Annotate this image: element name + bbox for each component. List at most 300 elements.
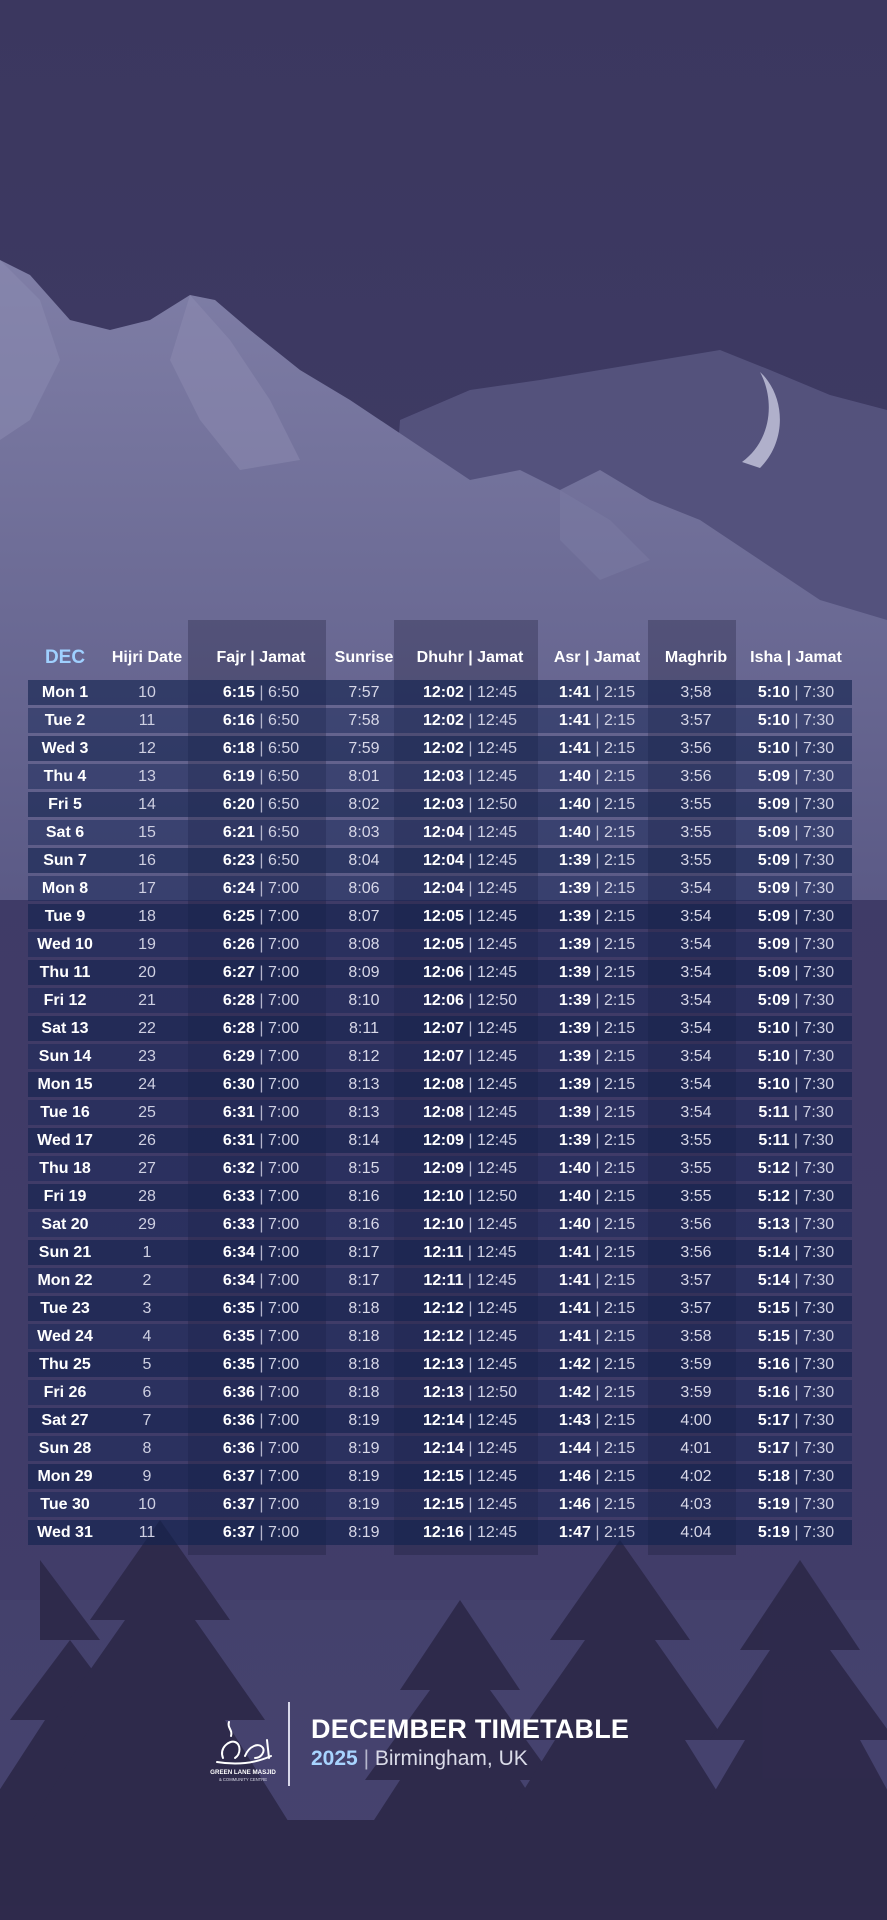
table-row bbox=[28, 1072, 852, 1097]
sunrise-cell: 8:14 bbox=[330, 1128, 398, 1153]
isha-time: 5:12 bbox=[757, 1159, 790, 1177]
dhuhr-time: 12:15 bbox=[422, 1495, 464, 1513]
asr-separator: | bbox=[590, 851, 604, 869]
table-row bbox=[28, 904, 852, 929]
fajr-separator: | bbox=[254, 1411, 268, 1429]
dhuhr-cell bbox=[398, 1100, 542, 1125]
hijri-cell: 29 bbox=[102, 1212, 192, 1237]
dhuhr-cell bbox=[398, 1268, 542, 1293]
isha-time: 5:10 bbox=[757, 711, 790, 729]
asr-cell bbox=[542, 680, 652, 705]
maghrib-cell: 3:54 bbox=[652, 932, 740, 957]
isha-time: 5:19 bbox=[757, 1523, 790, 1541]
asr-separator: | bbox=[590, 1355, 604, 1373]
hijri-cell: 17 bbox=[102, 876, 192, 901]
isha-cell bbox=[740, 680, 852, 705]
fajr-separator: | bbox=[254, 851, 268, 869]
asr-time: 1:39 bbox=[558, 1047, 591, 1065]
dhuhr-jamat: 12:45 bbox=[476, 1327, 517, 1345]
asr-cell bbox=[542, 988, 652, 1013]
isha-separator: | bbox=[789, 795, 803, 813]
isha-cell bbox=[740, 960, 852, 985]
maghrib-cell: 3:57 bbox=[652, 708, 740, 733]
asr-cell bbox=[542, 792, 652, 817]
isha-cell bbox=[740, 904, 852, 929]
isha-separator: | bbox=[789, 1495, 803, 1513]
day-cell: Sun 7 bbox=[28, 848, 102, 873]
fajr-time: 6:28 bbox=[222, 991, 255, 1009]
day-cell: Wed 10 bbox=[28, 932, 102, 957]
fajr-jamat: 7:00 bbox=[267, 1299, 300, 1317]
fajr-cell bbox=[192, 960, 330, 985]
asr-time: 1:42 bbox=[558, 1383, 591, 1401]
isha-time: 5:18 bbox=[757, 1467, 790, 1485]
fajr-time: 6:36 bbox=[222, 1411, 255, 1429]
dhuhr-time: 12:14 bbox=[422, 1411, 464, 1429]
day-cell: Sun 21 bbox=[28, 1240, 102, 1265]
isha-cell bbox=[740, 1044, 852, 1069]
fajr-separator: | bbox=[254, 963, 268, 981]
isha-separator: | bbox=[789, 1215, 803, 1233]
fajr-jamat: 7:00 bbox=[267, 1075, 300, 1093]
day-cell: Sun 14 bbox=[28, 1044, 102, 1069]
fajr-time: 6:35 bbox=[222, 1299, 255, 1317]
isha-cell bbox=[740, 1072, 852, 1097]
asr-cell bbox=[542, 1128, 652, 1153]
hijri-cell: 23 bbox=[102, 1044, 192, 1069]
isha-time: 5:14 bbox=[757, 1271, 790, 1289]
dhuhr-time: 12:11 bbox=[423, 1243, 464, 1261]
day-cell: Mon 29 bbox=[28, 1464, 102, 1489]
dhuhr-jamat: 12:45 bbox=[476, 1103, 517, 1121]
asr-time: 1:39 bbox=[558, 991, 591, 1009]
fajr-cell bbox=[192, 820, 330, 845]
maghrib-cell: 3:54 bbox=[652, 1044, 740, 1069]
day-cell: Fri 26 bbox=[28, 1380, 102, 1405]
table-row bbox=[28, 1296, 852, 1321]
isha-jamat: 7:30 bbox=[802, 1495, 835, 1513]
isha-separator: | bbox=[789, 991, 803, 1009]
fajr-time: 6:37 bbox=[222, 1523, 255, 1541]
asr-time: 1:46 bbox=[558, 1467, 591, 1485]
isha-separator: | bbox=[789, 1355, 803, 1373]
table-row bbox=[28, 1352, 852, 1377]
asr-time: 1:46 bbox=[558, 1495, 591, 1513]
sunrise-cell: 8:19 bbox=[330, 1464, 398, 1489]
asr-time: 1:39 bbox=[558, 1103, 591, 1121]
asr-separator: | bbox=[590, 1495, 604, 1513]
fajr-time: 6:27 bbox=[222, 963, 255, 981]
table-row bbox=[28, 1268, 852, 1293]
hijri-cell: 28 bbox=[102, 1184, 192, 1209]
asr-cell bbox=[542, 1352, 652, 1377]
fajr-separator: | bbox=[254, 683, 268, 701]
isha-jamat: 7:30 bbox=[802, 1467, 835, 1485]
isha-cell bbox=[740, 736, 852, 761]
isha-separator: | bbox=[789, 1103, 803, 1121]
isha-separator: | bbox=[789, 1439, 803, 1457]
fajr-cell bbox=[192, 680, 330, 705]
dhuhr-time: 12:07 bbox=[422, 1047, 464, 1065]
dhuhr-jamat: 12:45 bbox=[476, 1159, 517, 1177]
asr-cell bbox=[542, 1100, 652, 1125]
dhuhr-header: Dhuhr | Jamat bbox=[416, 649, 524, 666]
fajr-separator: | bbox=[254, 1467, 268, 1485]
dhuhr-cell bbox=[398, 960, 542, 985]
fajr-cell bbox=[192, 1100, 330, 1125]
dhuhr-cell bbox=[398, 1436, 542, 1461]
dhuhr-cell bbox=[398, 1352, 542, 1377]
maghrib-cell: 3:54 bbox=[652, 988, 740, 1013]
asr-jamat: 2:15 bbox=[603, 1187, 636, 1205]
sunrise-cell: 8:19 bbox=[330, 1408, 398, 1433]
hijri-cell: 11 bbox=[102, 1520, 192, 1545]
asr-time: 1:41 bbox=[558, 1327, 591, 1345]
isha-separator: | bbox=[789, 767, 803, 785]
dhuhr-time: 12:08 bbox=[422, 1103, 464, 1121]
table-row bbox=[28, 932, 852, 957]
asr-separator: | bbox=[590, 1327, 604, 1345]
asr-jamat: 2:15 bbox=[603, 1411, 636, 1429]
isha-time: 5:10 bbox=[757, 739, 790, 757]
dhuhr-jamat: 12:45 bbox=[476, 683, 517, 701]
asr-time: 1:39 bbox=[558, 879, 591, 897]
maghrib-cell: 3:55 bbox=[652, 820, 740, 845]
sunrise-cell: 8:13 bbox=[330, 1100, 398, 1125]
sunrise-cell: 8:17 bbox=[330, 1240, 398, 1265]
asr-cell bbox=[542, 1464, 652, 1489]
asr-separator: | bbox=[590, 823, 604, 841]
fajr-time: 6:15 bbox=[222, 683, 255, 701]
fajr-separator: | bbox=[254, 1215, 268, 1233]
day-cell: Sat 20 bbox=[28, 1212, 102, 1237]
isha-jamat: 7:30 bbox=[802, 1523, 835, 1541]
fajr-cell bbox=[192, 904, 330, 929]
isha-time: 5:15 bbox=[757, 1327, 790, 1345]
footer-year: 2025 bbox=[311, 1747, 358, 1770]
dhuhr-cell bbox=[398, 1380, 542, 1405]
isha-separator: | bbox=[789, 1411, 803, 1429]
isha-jamat: 7:30 bbox=[802, 795, 835, 813]
asr-jamat: 2:15 bbox=[603, 1159, 636, 1177]
table-row bbox=[28, 1156, 852, 1181]
asr-jamat: 2:15 bbox=[603, 879, 636, 897]
isha-cell bbox=[740, 1184, 852, 1209]
isha-jamat: 7:30 bbox=[802, 1299, 835, 1317]
dhuhr-time: 12:05 bbox=[422, 907, 464, 925]
maghrib-cell: 3:55 bbox=[652, 1128, 740, 1153]
fajr-cell bbox=[192, 1408, 330, 1433]
isha-cell bbox=[740, 1436, 852, 1461]
fajr-time: 6:21 bbox=[222, 823, 255, 841]
asr-separator: | bbox=[590, 935, 604, 953]
isha-cell bbox=[740, 1156, 852, 1181]
isha-jamat: 7:30 bbox=[802, 767, 835, 785]
sunrise-cell: 8:17 bbox=[330, 1268, 398, 1293]
sunrise-cell: 8:01 bbox=[330, 764, 398, 789]
isha-jamat: 7:30 bbox=[802, 823, 835, 841]
asr-jamat: 2:15 bbox=[603, 1019, 636, 1037]
isha-jamat: 7:30 bbox=[802, 1159, 835, 1177]
fajr-header: Fajr | Jamat bbox=[216, 649, 306, 666]
dhuhr-jamat: 12:45 bbox=[476, 1075, 517, 1093]
isha-separator: | bbox=[789, 1467, 803, 1485]
dhuhr-jamat: 12:45 bbox=[476, 739, 517, 757]
fajr-jamat: 6:50 bbox=[267, 851, 300, 869]
footer-separator: | bbox=[363, 1747, 370, 1770]
asr-cell bbox=[542, 1492, 652, 1517]
dhuhr-cell bbox=[398, 904, 542, 929]
dhuhr-jamat: 12:45 bbox=[476, 1439, 517, 1457]
dhuhr-separator: | bbox=[463, 1383, 477, 1401]
asr-jamat: 2:15 bbox=[603, 1327, 636, 1345]
asr-separator: | bbox=[590, 1159, 604, 1177]
isha-cell bbox=[740, 820, 852, 845]
fajr-separator: | bbox=[254, 1103, 268, 1121]
footer-divider bbox=[288, 1702, 290, 1786]
dhuhr-time: 12:06 bbox=[422, 963, 464, 981]
fajr-cell bbox=[192, 792, 330, 817]
maghrib-cell: 3:54 bbox=[652, 904, 740, 929]
asr-time: 1:41 bbox=[558, 1271, 591, 1289]
fajr-cell bbox=[192, 708, 330, 733]
asr-cell bbox=[542, 1436, 652, 1461]
fajr-jamat: 7:00 bbox=[267, 935, 300, 953]
dhuhr-separator: | bbox=[463, 739, 477, 757]
fajr-separator: | bbox=[254, 1523, 268, 1541]
dhuhr-separator: | bbox=[463, 1131, 477, 1149]
fajr-separator: | bbox=[254, 1299, 268, 1317]
maghrib-cell: 4:02 bbox=[652, 1464, 740, 1489]
isha-jamat: 7:30 bbox=[802, 1131, 834, 1149]
dhuhr-separator: | bbox=[463, 1495, 477, 1513]
maghrib-cell: 3:59 bbox=[652, 1352, 740, 1377]
fajr-jamat: 7:00 bbox=[267, 1467, 300, 1485]
fajr-time: 6:34 bbox=[222, 1271, 255, 1289]
table-row bbox=[28, 876, 852, 901]
maghrib-header: Maghrib bbox=[664, 649, 728, 666]
sunrise-cell: 8:16 bbox=[330, 1212, 398, 1237]
dhuhr-cell bbox=[398, 708, 542, 733]
isha-jamat: 7:30 bbox=[802, 1187, 835, 1205]
dhuhr-jamat: 12:45 bbox=[476, 711, 517, 729]
isha-jamat: 7:30 bbox=[802, 1103, 834, 1121]
asr-time: 1:47 bbox=[558, 1523, 591, 1541]
isha-separator: | bbox=[789, 1383, 803, 1401]
dhuhr-cell bbox=[398, 1324, 542, 1349]
dhuhr-separator: | bbox=[463, 1047, 477, 1065]
day-cell: Sat 27 bbox=[28, 1408, 102, 1433]
hijri-cell: 10 bbox=[102, 680, 192, 705]
dhuhr-jamat: 12:45 bbox=[476, 767, 517, 785]
dhuhr-time: 12:03 bbox=[422, 795, 464, 813]
table-row bbox=[28, 764, 852, 789]
isha-separator: | bbox=[789, 1131, 803, 1149]
isha-time: 5:09 bbox=[757, 991, 790, 1009]
dhuhr-jamat: 12:45 bbox=[476, 1355, 517, 1373]
maghrib-cell: 3:56 bbox=[652, 736, 740, 761]
isha-cell bbox=[740, 932, 852, 957]
hijri-cell: 1 bbox=[102, 1240, 192, 1265]
dhuhr-cell bbox=[398, 876, 542, 901]
dhuhr-jamat: 12:45 bbox=[476, 1047, 517, 1065]
dhuhr-cell bbox=[398, 820, 542, 845]
asr-header: Asr | Jamat bbox=[553, 649, 641, 666]
footer-location: Birmingham, UK bbox=[374, 1747, 528, 1770]
asr-cell bbox=[542, 876, 652, 901]
asr-cell bbox=[542, 960, 652, 985]
fajr-jamat: 6:50 bbox=[267, 823, 300, 841]
isha-cell bbox=[740, 1464, 852, 1489]
fajr-jamat: 7:00 bbox=[267, 1187, 300, 1205]
fajr-time: 6:37 bbox=[222, 1495, 255, 1513]
dhuhr-jamat: 12:45 bbox=[476, 1131, 517, 1149]
dhuhr-cell bbox=[398, 1408, 542, 1433]
fajr-cell bbox=[192, 1212, 330, 1237]
asr-jamat: 2:15 bbox=[603, 1383, 636, 1401]
month-header: DEC bbox=[44, 647, 86, 668]
isha-time: 5:17 bbox=[757, 1439, 790, 1457]
maghrib-cell: 4:03 bbox=[652, 1492, 740, 1517]
fajr-separator: | bbox=[254, 1159, 268, 1177]
fajr-cell bbox=[192, 988, 330, 1013]
fajr-separator: | bbox=[254, 1019, 268, 1037]
fajr-jamat: 7:00 bbox=[267, 1327, 300, 1345]
day-cell: Wed 24 bbox=[28, 1324, 102, 1349]
fajr-jamat: 7:00 bbox=[267, 1019, 300, 1037]
hijri-cell: 8 bbox=[102, 1436, 192, 1461]
isha-time: 5:14 bbox=[757, 1243, 790, 1261]
fajr-time: 6:33 bbox=[222, 1215, 255, 1233]
fajr-jamat: 7:00 bbox=[267, 963, 300, 981]
fajr-time: 6:35 bbox=[222, 1327, 255, 1345]
hijri-cell: 3 bbox=[102, 1296, 192, 1321]
isha-cell bbox=[740, 1268, 852, 1293]
fajr-separator: | bbox=[254, 1187, 268, 1205]
isha-jamat: 7:30 bbox=[802, 1075, 835, 1093]
isha-cell bbox=[740, 1492, 852, 1517]
asr-separator: | bbox=[590, 1383, 604, 1401]
sunrise-cell: 8:19 bbox=[330, 1436, 398, 1461]
fajr-time: 6:28 bbox=[222, 1019, 255, 1037]
sunrise-cell: 8:18 bbox=[330, 1380, 398, 1405]
dhuhr-separator: | bbox=[463, 1075, 477, 1093]
dhuhr-separator: | bbox=[463, 1187, 477, 1205]
maghrib-cell: 3:55 bbox=[652, 1156, 740, 1181]
isha-jamat: 7:30 bbox=[802, 1019, 835, 1037]
dhuhr-cell bbox=[398, 792, 542, 817]
fajr-time: 6:33 bbox=[222, 1187, 255, 1205]
fajr-jamat: 7:00 bbox=[267, 1523, 300, 1541]
fajr-cell bbox=[192, 932, 330, 957]
dhuhr-time: 12:09 bbox=[422, 1131, 464, 1149]
asr-separator: | bbox=[590, 795, 604, 813]
fajr-separator: | bbox=[254, 991, 268, 1009]
dhuhr-cell bbox=[398, 1520, 542, 1545]
hijri-cell: 10 bbox=[102, 1492, 192, 1517]
fajr-time: 6:18 bbox=[222, 739, 255, 757]
asr-separator: | bbox=[590, 991, 604, 1009]
day-cell: Fri 19 bbox=[28, 1184, 102, 1209]
day-cell: Thu 4 bbox=[28, 764, 102, 789]
table-row bbox=[28, 1100, 852, 1125]
isha-time: 5:13 bbox=[757, 1215, 790, 1233]
isha-jamat: 7:30 bbox=[802, 879, 835, 897]
fajr-separator: | bbox=[254, 879, 268, 897]
dhuhr-time: 12:10 bbox=[422, 1187, 464, 1205]
dhuhr-separator: | bbox=[463, 1243, 477, 1261]
dhuhr-time: 12:13 bbox=[422, 1383, 464, 1401]
asr-separator: | bbox=[590, 1019, 604, 1037]
asr-jamat: 2:15 bbox=[603, 851, 636, 869]
table-row bbox=[28, 680, 852, 705]
dhuhr-separator: | bbox=[463, 1215, 477, 1233]
isha-separator: | bbox=[789, 1187, 803, 1205]
maghrib-cell: 4:04 bbox=[652, 1520, 740, 1545]
table-row bbox=[28, 792, 852, 817]
asr-jamat: 2:15 bbox=[603, 1439, 636, 1457]
isha-time: 5:10 bbox=[757, 1047, 790, 1065]
asr-jamat: 2:15 bbox=[603, 1075, 636, 1093]
fajr-cell bbox=[192, 1464, 330, 1489]
isha-cell bbox=[740, 1408, 852, 1433]
dhuhr-separator: | bbox=[463, 907, 477, 925]
asr-jamat: 2:15 bbox=[603, 1495, 636, 1513]
fajr-time: 6:24 bbox=[222, 879, 255, 897]
isha-cell bbox=[740, 1016, 852, 1041]
dhuhr-cell bbox=[398, 1128, 542, 1153]
isha-cell bbox=[740, 876, 852, 901]
fajr-separator: | bbox=[254, 1495, 268, 1513]
prayer-timetable bbox=[28, 636, 852, 1548]
asr-time: 1:39 bbox=[558, 1131, 591, 1149]
isha-cell bbox=[740, 1296, 852, 1321]
hijri-header: Hijri Date bbox=[111, 649, 183, 666]
asr-jamat: 2:15 bbox=[603, 1523, 636, 1541]
dhuhr-jamat: 12:45 bbox=[476, 1495, 517, 1513]
dhuhr-separator: | bbox=[463, 1327, 477, 1345]
isha-time: 5:11 bbox=[758, 1103, 790, 1121]
masjid-logo bbox=[205, 1712, 281, 1788]
fajr-jamat: 7:00 bbox=[267, 1383, 300, 1401]
maghrib-cell: 3:55 bbox=[652, 792, 740, 817]
fajr-cell bbox=[192, 1436, 330, 1461]
fajr-time: 6:36 bbox=[222, 1383, 255, 1401]
isha-separator: | bbox=[789, 935, 803, 953]
table-row bbox=[28, 1016, 852, 1041]
fajr-time: 6:20 bbox=[222, 795, 255, 813]
fajr-time: 6:31 bbox=[222, 1131, 255, 1149]
hijri-cell: 25 bbox=[102, 1100, 192, 1125]
asr-separator: | bbox=[590, 1075, 604, 1093]
fajr-cell bbox=[192, 1296, 330, 1321]
dhuhr-cell bbox=[398, 848, 542, 873]
day-cell: Sat 6 bbox=[28, 820, 102, 845]
isha-cell bbox=[740, 1380, 852, 1405]
sunrise-cell: 8:18 bbox=[330, 1352, 398, 1377]
isha-jamat: 7:30 bbox=[802, 935, 835, 953]
sunrise-cell: 7:58 bbox=[330, 708, 398, 733]
fajr-separator: | bbox=[254, 907, 268, 925]
isha-time: 5:19 bbox=[757, 1495, 790, 1513]
day-cell: Mon 8 bbox=[28, 876, 102, 901]
sunrise-cell: 8:08 bbox=[330, 932, 398, 957]
table-row bbox=[28, 1212, 852, 1237]
fajr-jamat: 7:00 bbox=[267, 1411, 300, 1429]
isha-time: 5:16 bbox=[757, 1383, 790, 1401]
fajr-jamat: 6:50 bbox=[267, 683, 300, 701]
sunrise-cell: 8:19 bbox=[330, 1520, 398, 1545]
